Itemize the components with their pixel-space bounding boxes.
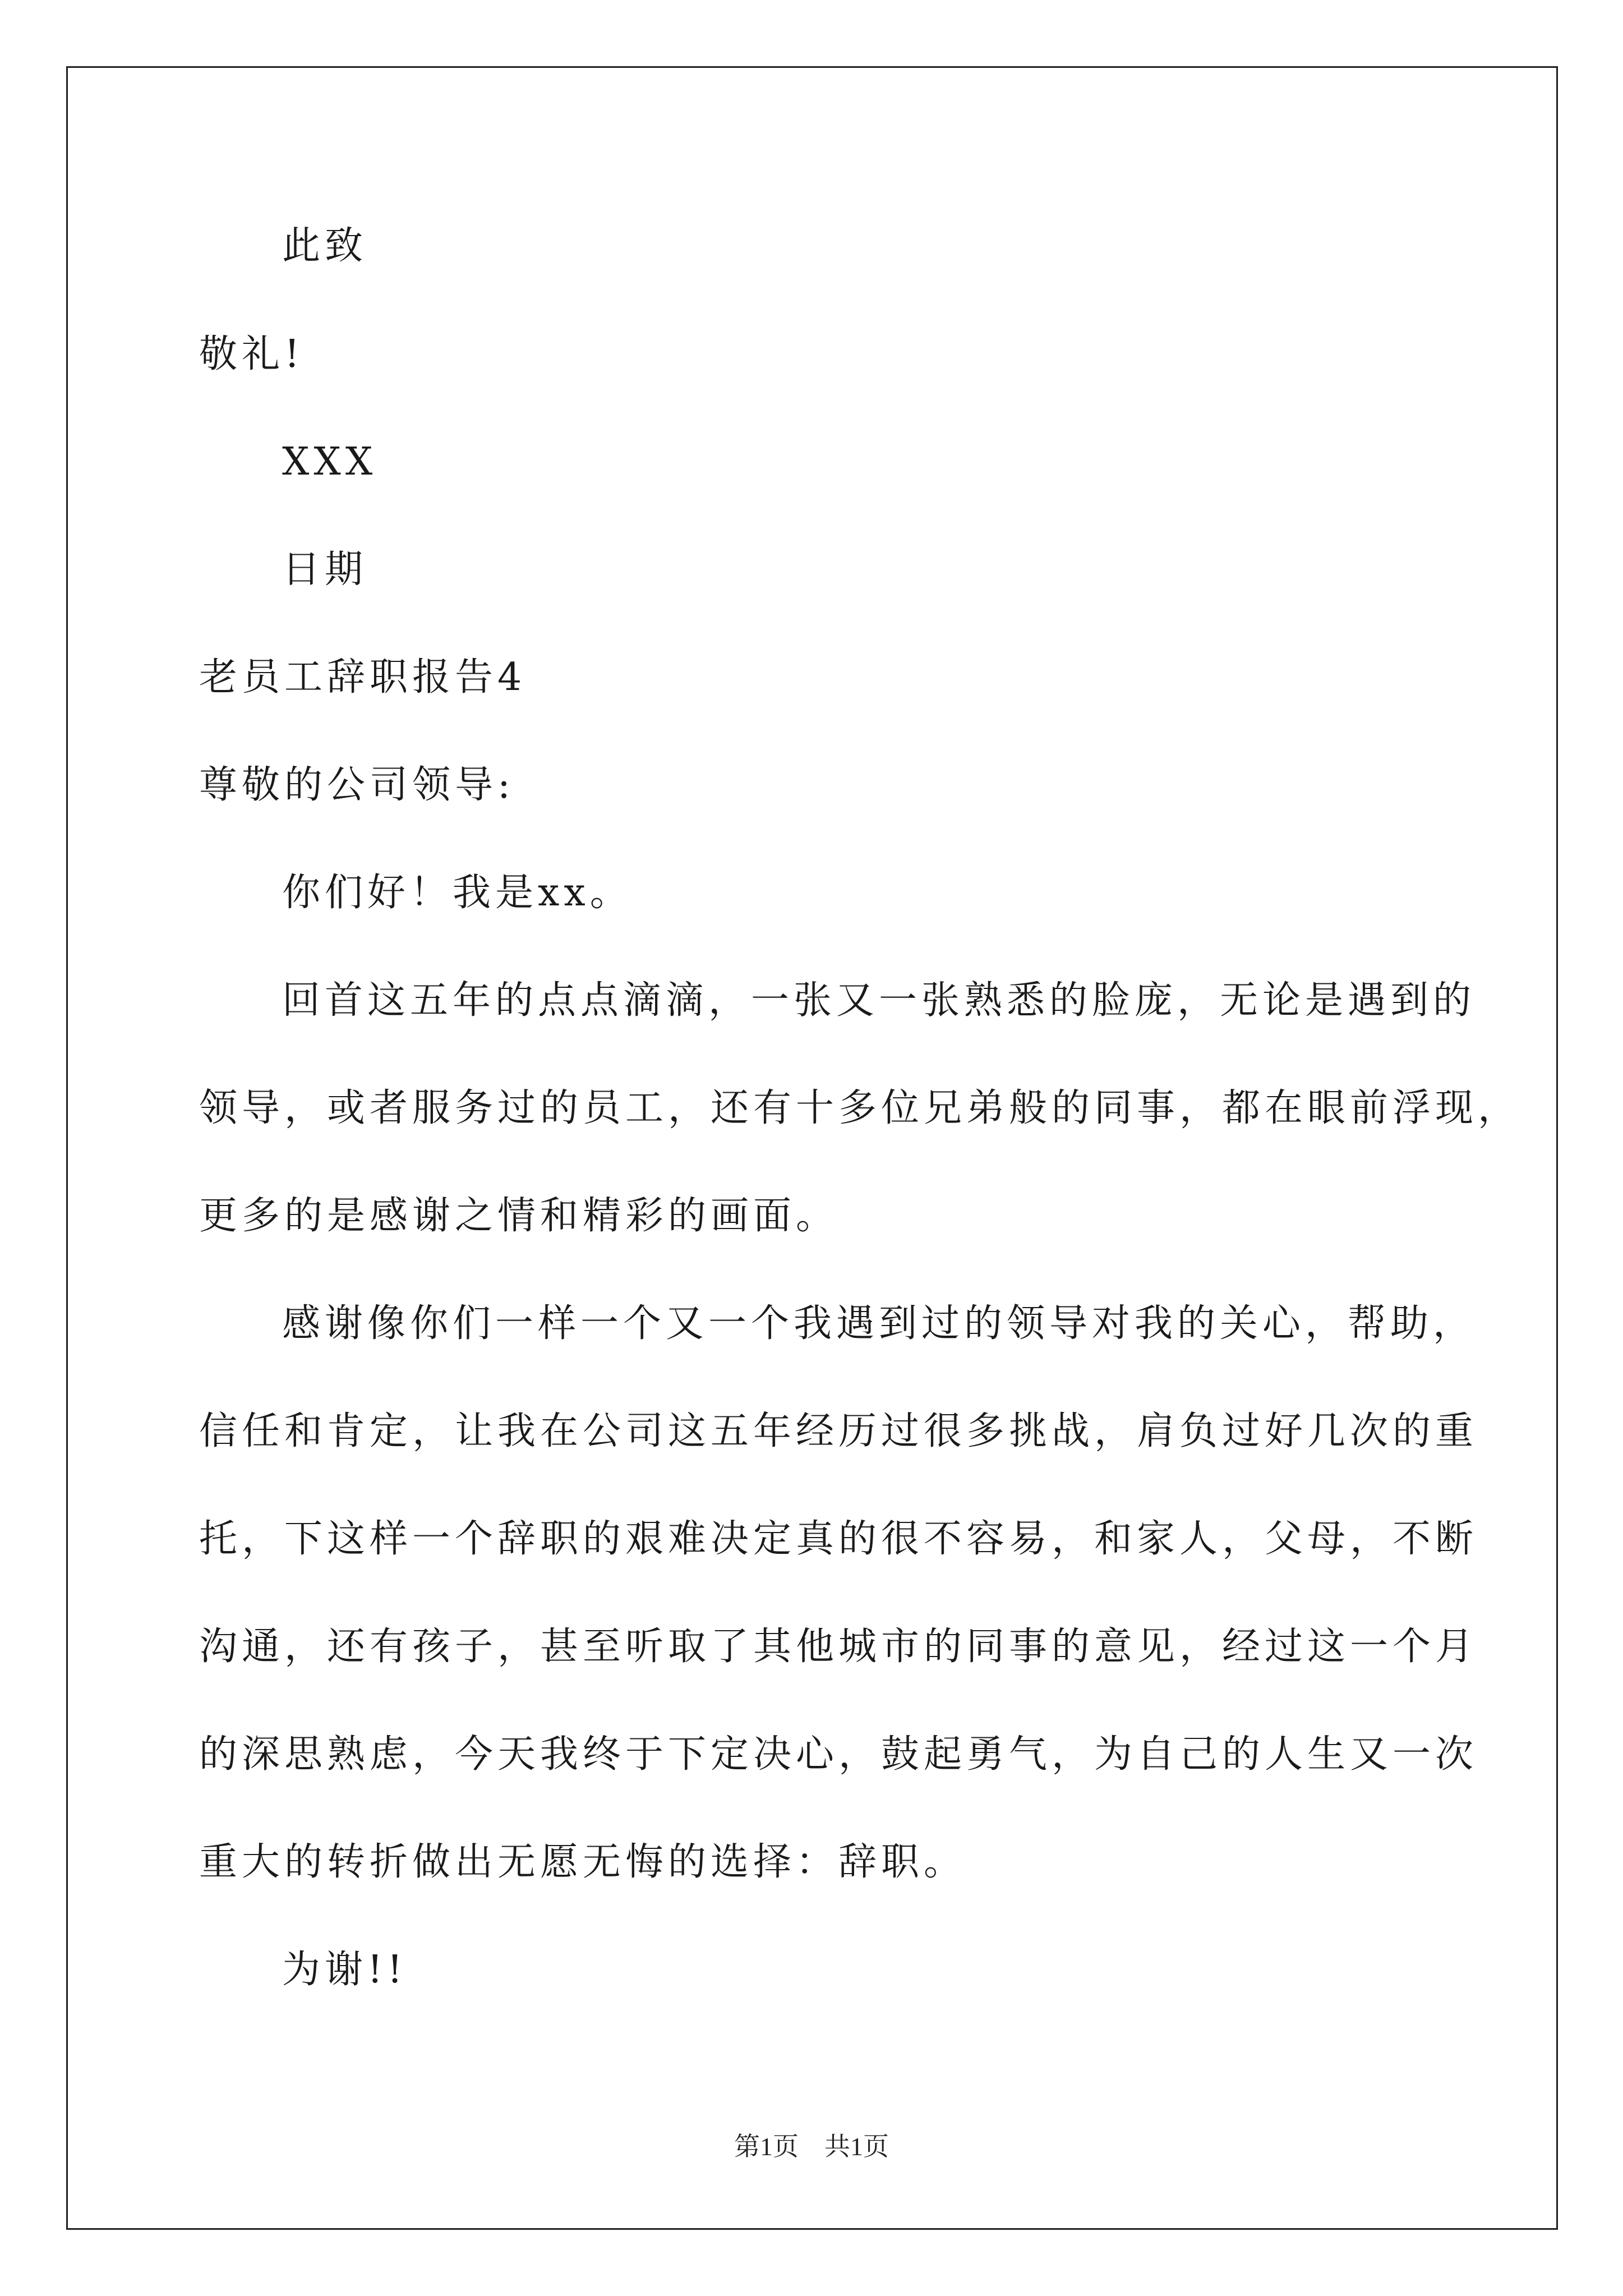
- closing-line: 此致: [282, 224, 368, 268]
- page-border: [66, 66, 1558, 2230]
- addressee-line: 尊敬的公司领导:: [199, 763, 515, 807]
- section-heading: 老员工辞职报告4: [199, 655, 527, 700]
- greeting-line: 你们好！我是xx。: [282, 871, 633, 915]
- paragraph-line: 领导，或者服务过的员工，还有十多位兄弟般的同事，都在眼前浮现，: [199, 1086, 1521, 1130]
- paragraph-line: 更多的是感谢之情和精彩的画面。: [199, 1194, 839, 1238]
- paragraph-line: 重大的转折做出无愿无悔的选择：辞职。: [199, 1840, 967, 1884]
- paragraph-line: 托，下这样一个辞职的艰难决定真的很不容易，和家人，父母，不断: [199, 1517, 1478, 1561]
- paragraph-line: 回首这五年的点点滴滴，一张又一张熟悉的脸庞，无论是遇到的: [282, 978, 1476, 1023]
- paragraph-line: 感谢像你们一样一个又一个我遇到过的领导对我的关心，帮助，: [282, 1301, 1476, 1346]
- page-footer: 第1页 共1页: [734, 2132, 889, 2161]
- signature-line: XXX: [282, 440, 377, 484]
- salutation-line: 敬礼!: [199, 332, 305, 376]
- paragraph-line: 沟通，还有孩子，甚至听取了其他城市的同事的意见，经过这一个月: [199, 1625, 1478, 1669]
- date-line: 日期: [282, 547, 368, 592]
- thanks-line: 为谢!!: [282, 1948, 407, 1992]
- paragraph-line: 信任和肯定，让我在公司这五年经历过很多挑战，肩负过好几次的重: [199, 1409, 1478, 1453]
- paragraph-line: 的深思熟虑，今天我终于下定决心，鼓起勇气，为自己的人生又一次: [199, 1732, 1478, 1777]
